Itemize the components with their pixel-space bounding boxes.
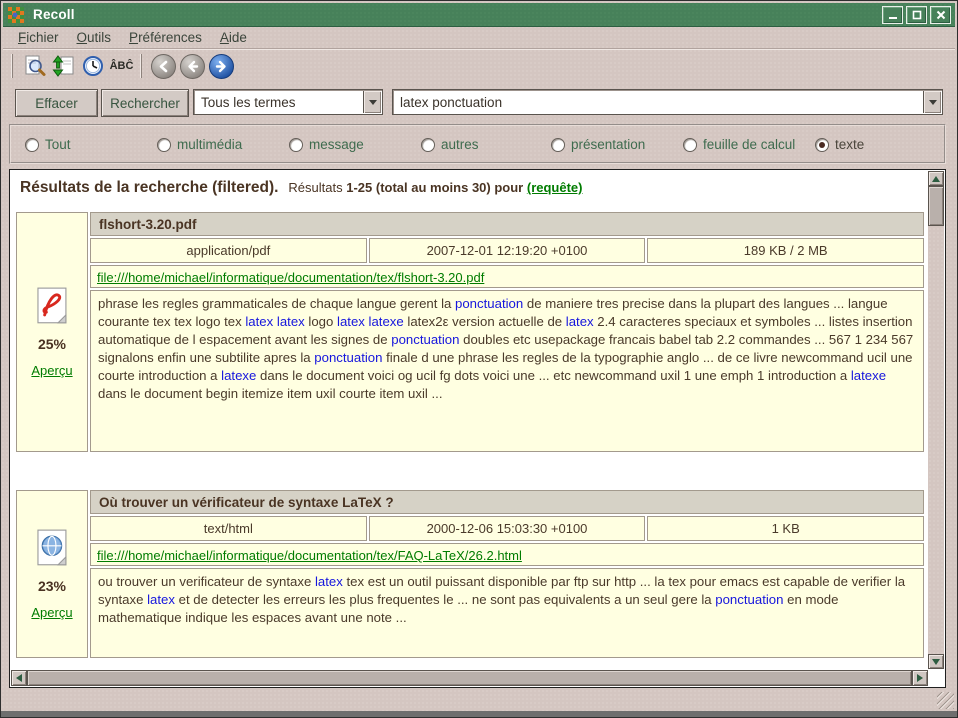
radio-multimedia[interactable]: multimédia: [157, 137, 242, 152]
horizontal-scrollbar-thumb[interactable]: [27, 670, 912, 686]
menu-outils[interactable]: Outils: [76, 30, 112, 45]
scroll-down-icon[interactable]: [928, 654, 944, 669]
radio-icon[interactable]: [815, 138, 829, 152]
html-file-icon: [36, 529, 69, 567]
result-side-cell: [16, 212, 88, 452]
document-search-icon[interactable]: [21, 53, 48, 80]
title-bar[interactable]: [3, 3, 955, 27]
results-header: Résultats de la recherche (filtered). Résultats 1-25 (total au moins 30) pour (requête): [20, 179, 583, 196]
maximize-icon[interactable]: [906, 6, 927, 24]
radio-message[interactable]: message: [289, 137, 364, 152]
relevance-percent: 25%: [37, 335, 67, 352]
menu-bar: [3, 27, 955, 49]
window-title: Recoll: [33, 7, 75, 22]
result-mime: text/html: [90, 516, 367, 541]
results-title: Résultats de la recherche (filtered).: [20, 179, 279, 196]
close-icon[interactable]: [930, 6, 951, 24]
result-snippet: phrase les regles grammaticales de chaque langue gerent la ponctuation de maniere tres precise dans la plupart des langues ... langue courante tex tex logo tex latex latex logo latex latexe latex2ε version actuelle de latex 2.4 caracteres speciaux et symboles ... listes insertion automatique de l espacement avant les signes de ponctuation doubles etc usepackage francais babel tab 2.2 commandes ... 567 1 234 567 signalons enfin une subtilite apres la ponctuation finale d une phrase les regles de la typographie anglo ... de ce livre newcommand ucil une courte introduction a latexe dans le document voici og ucil fg dots voici une ... etc newcommand uxil 1 une emph 1 introduction a latexe dans le document begin itemize item uxil courte item uxil ...: [90, 290, 924, 452]
resize-grip[interactable]: [937, 692, 954, 709]
vertical-scrollbar-thumb[interactable]: [928, 186, 944, 226]
chevron-down-icon[interactable]: [363, 91, 381, 113]
radio-icon[interactable]: [289, 138, 303, 152]
index-update-icon[interactable]: [50, 53, 77, 80]
result-snippet: ou trouver un verificateur de syntaxe latex tex est un outil puissant disponible par ftp sur http ... la tex pour emacs est capable de verifier la syntaxe latex et de detecter les erreurs les plus frequentes le ... ne sont pas equivalents a un seul gere la ponctuation en mode mathematique indique les espaces avant une note ...: [90, 568, 924, 658]
radio-icon[interactable]: [683, 138, 697, 152]
radio-icon[interactable]: [551, 138, 565, 152]
result-side-cell: [16, 490, 88, 658]
vertical-scrollbar[interactable]: [928, 171, 944, 669]
radio-texte[interactable]: texte: [815, 137, 864, 152]
result-title: flshort-3.20.pdf: [90, 212, 924, 236]
pdf-file-icon: [36, 287, 69, 325]
result-item: [16, 212, 924, 452]
toolbar-handle[interactable]: [11, 54, 16, 78]
result-title: Où trouver un vérificateur de syntaxe LaTeX ?: [90, 490, 924, 514]
result-url-link[interactable]: file:///home/michael/informatique/documentation/tex/FAQ-LaTeX/26.2.html: [97, 548, 522, 563]
minimize-icon[interactable]: [882, 6, 903, 24]
scroll-up-icon[interactable]: [928, 171, 944, 186]
radio-icon[interactable]: [157, 138, 171, 152]
radio-presentation[interactable]: présentation: [551, 137, 645, 152]
result-url-link[interactable]: file:///home/michael/informatique/documentation/tex/flshort-3.20.pdf: [97, 270, 485, 285]
clear-button[interactable]: Effacer: [15, 89, 98, 117]
nav-first-icon[interactable]: [151, 54, 176, 79]
toolbar: [3, 50, 236, 82]
search-mode-select[interactable]: Tous les termes: [193, 89, 383, 115]
preview-link[interactable]: Aperçu: [31, 362, 73, 378]
result-size: 189 KB / 2 MB: [647, 238, 924, 263]
result-mime: application/pdf: [90, 238, 367, 263]
relevance-percent: 23%: [37, 577, 67, 594]
radio-autres[interactable]: autres: [421, 137, 479, 152]
menu-preferences[interactable]: Préférences: [129, 30, 202, 45]
radio-feuille-de-calcul[interactable]: feuille de calcul: [683, 137, 795, 152]
menu-aide[interactable]: Aide: [219, 30, 247, 45]
radio-icon[interactable]: [25, 138, 39, 152]
menu-fichier[interactable]: Fichier: [18, 30, 59, 45]
preview-link[interactable]: Aperçu: [31, 604, 73, 620]
result-date: 2007-12-01 12:19:20 +0100: [369, 238, 646, 263]
nav-forward-icon[interactable]: [209, 54, 234, 79]
scroll-right-icon[interactable]: [912, 670, 928, 686]
category-filter-frame: [9, 124, 946, 164]
clock-history-icon[interactable]: [79, 53, 106, 80]
search-query-input[interactable]: latex ponctuation: [392, 89, 943, 115]
search-button[interactable]: Rechercher: [101, 89, 189, 117]
result-item: [16, 490, 924, 658]
result-size: 1 KB: [647, 516, 924, 541]
toolbar-handle[interactable]: [140, 54, 145, 78]
scroll-left-icon[interactable]: [11, 670, 27, 686]
radio-icon[interactable]: [421, 138, 435, 152]
abc-term-icon[interactable]: ÂBĈ: [109, 60, 134, 72]
nav-back-icon[interactable]: [180, 54, 205, 79]
query-link[interactable]: (requête): [526, 180, 583, 195]
chevron-down-icon[interactable]: [923, 91, 941, 113]
recoll-app-icon: [8, 7, 24, 23]
result-date: 2000-12-06 15:03:30 +0100: [369, 516, 646, 541]
horizontal-scrollbar[interactable]: [11, 670, 928, 686]
radio-tout[interactable]: Tout: [25, 137, 71, 152]
window-bottom-edge: [1, 711, 957, 717]
results-panel: [9, 169, 946, 688]
